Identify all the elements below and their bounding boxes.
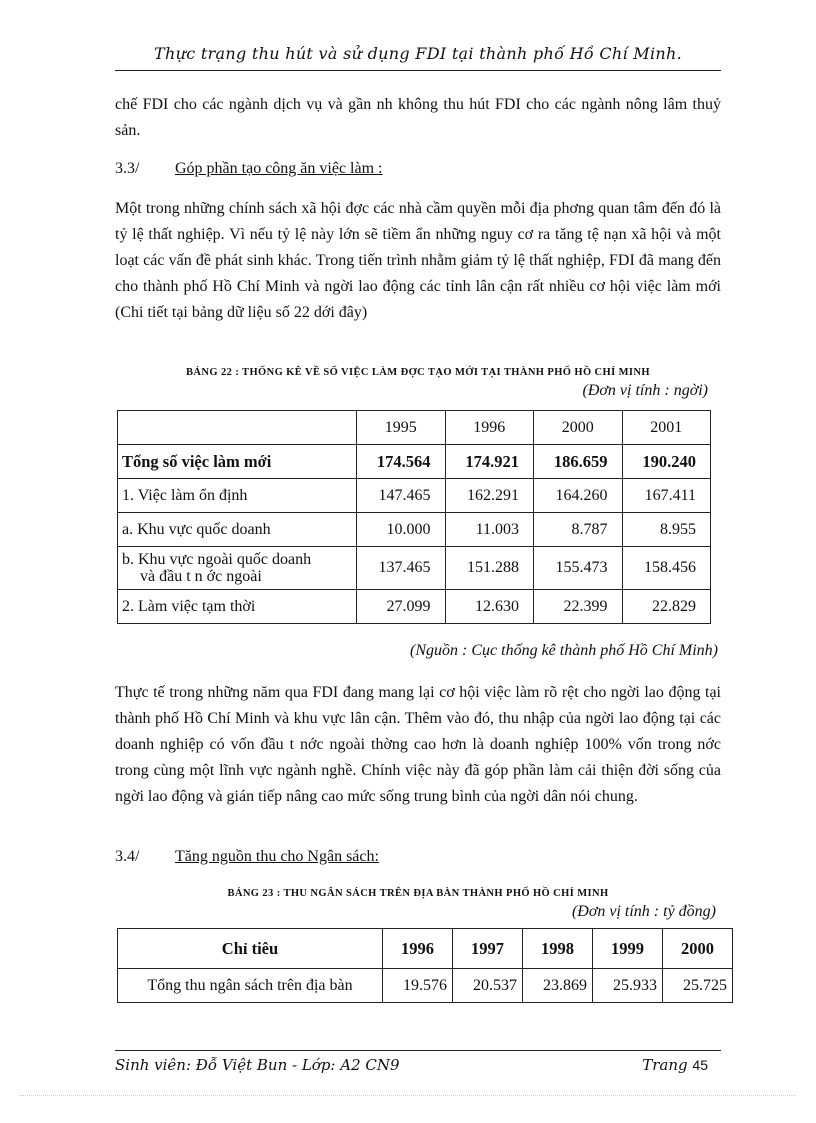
row-label: 2. Làm việc tạm thời (118, 590, 357, 624)
cell-value: 25.933 (593, 969, 663, 1003)
section-title: Góp phần tạo công ăn việc làm : (175, 160, 383, 177)
paragraph-income: Thực tế trong những năm qua FDI đang mang lại cơ hội việc làm rõ rệt cho ngời lao động tại thành phố Hồ Chí Minh và khu vực lân cận. Thêm vào đó, thu nhập của ngời lao động tại các doanh nghiệp có vốn đầu t nớc ngoài thờng cao hơn là doanh nghiệp 100% vốn trong nớc trong cùng một lĩnh vực ngành nghề. Chính việc này đã góp phần làm cải thiện đời sống của ngời lao động và gián tiếp nâng cao mức sống trung bình của ngời dân nói chung. (115, 684, 721, 805)
table-header-row (118, 411, 711, 445)
section-heading-3-4 (115, 848, 379, 866)
table-22-caption: BẢNG 22 : THỐNG KÊ VỀ SỐ VIỆC LÀM ĐỢC TẠO MỚI TẠI THÀNH PHỐ HỒ CHÍ MINH (186, 367, 650, 378)
table-23 (117, 928, 733, 1003)
cell-value: 190.240 (622, 445, 711, 479)
cell-value: 10.000 (357, 513, 446, 547)
year-header: 1998 (523, 929, 593, 969)
table-row (118, 479, 711, 513)
footer-rule (115, 1050, 721, 1051)
cell-value: 12.630 (445, 590, 534, 624)
table-row (118, 445, 711, 479)
row-label: Tổng số việc làm mới (118, 445, 357, 479)
table-23-unit: (Đơn vị tính : tỷ đồng) (571, 903, 716, 920)
header-label: Chỉ tiêu (118, 929, 383, 969)
cell-value: 174.921 (445, 445, 534, 479)
section-number: 3.4/ (115, 848, 140, 865)
page-edge-divider (20, 1095, 796, 1096)
year-header: 2001 (622, 411, 711, 445)
year-header: 2000 (534, 411, 623, 445)
year-header: 1996 (445, 411, 534, 445)
cell-value: 158.456 (622, 547, 711, 590)
paragraph-employment: Một trong những chính sách xã hội đợc các nhà cầm quyền mỗi địa phơng quan tâm đến đó là tỷ lệ thất nghiệp. Vì nếu tỷ lệ này lớn sẽ tiềm ẩn những nguy cơ ra tăng tệ nạn xã hội và một loạt các vấn đề phát sinh khác. Trong tiến trình nhằm giảm tỷ lệ thất nghiệp, FDI đã mang đến cho thành phố Hồ Chí Minh và ngời lao động các tỉnh lân cận rất nhiều cơ hội việc làm mới (Chi tiết tại bảng dữ liệu số 22 dới đây) (115, 200, 721, 321)
section-heading-3-3 (115, 160, 383, 178)
year-header: 1996 (383, 929, 453, 969)
cell-value: 19.576 (383, 969, 453, 1003)
page-label: Trang (642, 1056, 688, 1074)
page-number: 45 (692, 1057, 708, 1073)
cell-value: 8.787 (534, 513, 623, 547)
table-23-caption: BẢNG 23 : THU NGÂN SÁCH TRÊN ĐỊA BÀN THÀNH PHỐ HỒ CHÍ MINH (227, 888, 609, 899)
section-number: 3.3/ (115, 160, 140, 177)
cell-value: 23.869 (523, 969, 593, 1003)
header-rule (115, 70, 721, 71)
table-22-unit: (Đơn vị tính : ngời) (582, 382, 708, 399)
year-header: 1995 (357, 411, 446, 445)
cell-value: 27.099 (357, 590, 446, 624)
row-label-line: b. Khu vực ngoài quốc doanh (122, 551, 312, 568)
table-22 (117, 410, 711, 624)
year-header: 2000 (663, 929, 733, 969)
cell-value: 20.537 (453, 969, 523, 1003)
cell-value: 164.260 (534, 479, 623, 513)
cell-value: 186.659 (534, 445, 623, 479)
table-header-row (118, 929, 733, 969)
cell-value: 174.564 (357, 445, 446, 479)
running-header: Thực trạng thu hút và sử dụng FDI tại thành phố Hồ Chí Minh. (154, 44, 682, 63)
cell-value: 22.829 (622, 590, 711, 624)
cell-value: 147.465 (357, 479, 446, 513)
year-header: 1999 (593, 929, 663, 969)
row-label: Tổng thu ngân sách trên địa bàn (118, 969, 383, 1003)
table-row (118, 547, 711, 590)
footer-student: Sinh viên: Đỗ Việt Bun - Lớp: A2 CN9 (115, 1056, 400, 1074)
cell-value: 151.288 (445, 547, 534, 590)
table-row (118, 513, 711, 547)
cell-value: 11.003 (445, 513, 534, 547)
table-corner-cell (118, 411, 357, 445)
cell-value: 137.465 (357, 547, 446, 590)
cell-value: 167.411 (622, 479, 711, 513)
row-label: 1. Việc làm ổn định (118, 479, 357, 513)
cell-value: 22.399 (534, 590, 623, 624)
cell-value: 25.725 (663, 969, 733, 1003)
cell-value: 162.291 (445, 479, 534, 513)
table-22-source: (Nguồn : Cục thống kê thành phố Hồ Chí Minh) (410, 642, 718, 659)
table-row (118, 969, 733, 1003)
row-label: a. Khu vực quốc doanh (118, 513, 357, 547)
cell-value: 8.955 (622, 513, 711, 547)
row-label (118, 547, 357, 590)
paragraph-intro: chế FDI cho các ngành dịch vụ và gần nh không thu hút FDI cho các ngành nông lâm thuỷ sản. (115, 96, 721, 139)
year-header: 1997 (453, 929, 523, 969)
footer-page (642, 1056, 708, 1074)
table-row (118, 590, 711, 624)
cell-value: 155.473 (534, 547, 623, 590)
section-title: Tăng nguồn thu cho Ngân sách: (175, 848, 379, 865)
row-label-line: và đầu t n ớc ngoài (140, 568, 262, 585)
